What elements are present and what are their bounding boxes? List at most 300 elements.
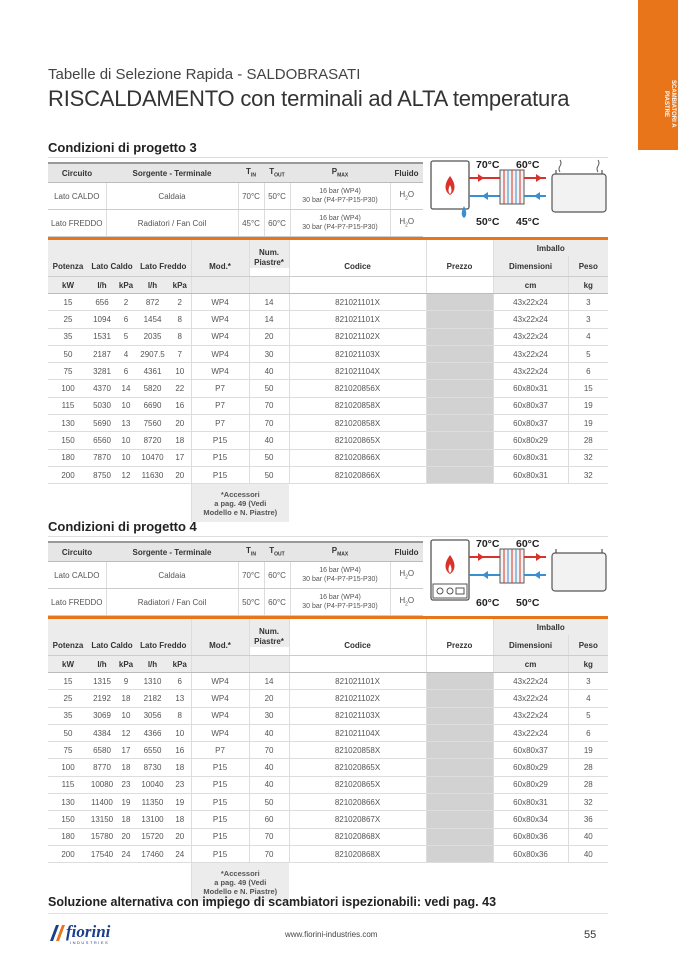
table-row	[48, 794, 608, 811]
freddo-flow-cell: 4361	[136, 363, 169, 380]
table-row	[48, 845, 608, 862]
dimensions-cell: 60x80x29	[493, 776, 568, 793]
temp-cold-in: 45°C	[516, 216, 540, 228]
price-cell	[426, 811, 493, 828]
code-cell: 821020866X	[289, 794, 426, 811]
weight-cell: 40	[568, 828, 608, 845]
weight-cell: 4	[568, 328, 608, 345]
caldo-kpa-cell: 18	[116, 811, 136, 828]
header-p-max: $P_{MAX}$	[290, 163, 390, 183]
price-cell	[426, 466, 493, 483]
caldo-flow-cell: 1094	[88, 311, 116, 328]
caldo-kpa-cell: 10	[116, 397, 136, 414]
freddo-kpa-cell: 6	[169, 673, 191, 690]
freddo-flow-cell: 5820	[136, 380, 169, 397]
table-row	[48, 294, 608, 311]
header-row-1	[48, 618, 608, 636]
weight-cell: 36	[568, 811, 608, 828]
conditions-row	[48, 210, 423, 237]
weight-cell: 40	[568, 845, 608, 862]
header-circuito: Circuito	[48, 542, 106, 562]
code-cell: 821020858X	[289, 397, 426, 414]
freddo-flow-cell: 3056	[136, 707, 169, 724]
boiler-icon	[431, 161, 469, 218]
caldo-flow-cell: 1531	[88, 328, 116, 345]
fluido-cell: $H_2O$	[390, 183, 423, 210]
model-cell: P15	[191, 845, 249, 862]
weight-cell: 5	[568, 345, 608, 362]
freddo-kpa-cell: 17	[169, 449, 191, 466]
header-row-2	[48, 256, 608, 277]
boiler-icon	[431, 540, 469, 600]
freddo-flow-cell: 8720	[136, 432, 169, 449]
dimensions-cell: 60x80x31	[493, 466, 568, 483]
potenza-cell: 150	[48, 811, 88, 828]
plates-cell: 70	[249, 742, 289, 759]
units-row	[48, 277, 608, 294]
dimensions-cell: 43x22x24	[493, 724, 568, 741]
plates-cell: 14	[249, 311, 289, 328]
dimensions-cell: 43x22x24	[493, 345, 568, 362]
dimensions-cell: 43x22x24	[493, 294, 568, 311]
code-cell: 821021102X	[289, 328, 426, 345]
header-fluido: Fluido	[390, 542, 423, 562]
header-imballo: Imballo	[493, 239, 608, 257]
price-cell	[426, 415, 493, 432]
conditions-row	[48, 183, 423, 210]
code-cell: 821020865X	[289, 776, 426, 793]
t-in-cell: 50°C	[238, 589, 264, 616]
price-cell	[426, 328, 493, 345]
table-row	[48, 311, 608, 328]
temp-hot-out: 60°C	[476, 597, 500, 609]
header-p-max: $P_{MAX}$	[290, 542, 390, 562]
sorgente-cell: Radiatori / Fan Coil	[106, 210, 238, 237]
code-cell: 821021101X	[289, 311, 426, 328]
caldo-kpa-cell: 10	[116, 449, 136, 466]
code-cell: 821021101X	[289, 294, 426, 311]
plates-cell: 50	[249, 449, 289, 466]
section-title-4: Condizioni di progetto 4	[48, 519, 197, 534]
model-cell: P15	[191, 828, 249, 845]
freddo-flow-cell: 10040	[136, 776, 169, 793]
dimensions-cell: 60x80x37	[493, 415, 568, 432]
header-sorgente: Sorgente - Terminale	[106, 542, 238, 562]
temp-hot-in: 70°C	[476, 159, 500, 171]
conditions-row	[48, 589, 423, 616]
code-cell: 821021102X	[289, 690, 426, 707]
freddo-kpa-cell: 8	[169, 328, 191, 345]
weight-cell: 28	[568, 776, 608, 793]
price-cell	[426, 742, 493, 759]
freddo-flow-cell: 2035	[136, 328, 169, 345]
model-cell: WP4	[191, 707, 249, 724]
caldo-kpa-cell: 6	[116, 363, 136, 380]
selection-body	[48, 294, 608, 484]
freddo-flow-cell: 17460	[136, 845, 169, 862]
plates-cell: 20	[249, 328, 289, 345]
caldo-kpa-cell: 10	[116, 707, 136, 724]
selection-body	[48, 673, 608, 863]
accessories-footnote: *Accessori a pag. 49 (Vedi Modello e N. Piastre)	[191, 863, 289, 902]
weight-cell: 15	[568, 380, 608, 397]
caldo-flow-cell: 5030	[88, 397, 116, 414]
header-row-1	[48, 239, 608, 257]
model-cell: P7	[191, 380, 249, 397]
dimensions-cell: 43x22x24	[493, 328, 568, 345]
caldo-kpa-cell: 23	[116, 776, 136, 793]
freddo-kpa-cell: 8	[169, 707, 191, 724]
table-row	[48, 759, 608, 776]
freddo-kpa-cell: 8	[169, 311, 191, 328]
code-cell: 821020868X	[289, 845, 426, 862]
model-cell: WP4	[191, 345, 249, 362]
freddo-flow-cell: 6690	[136, 397, 169, 414]
unit-kg: kg	[568, 277, 608, 294]
weight-cell: 6	[568, 724, 608, 741]
plates-cell: 30	[249, 345, 289, 362]
unit-kpa: kPa	[169, 656, 191, 673]
potenza-cell: 35	[48, 328, 88, 345]
freddo-kpa-cell: 16	[169, 397, 191, 414]
dimensions-cell: 60x80x29	[493, 432, 568, 449]
freddo-flow-cell: 2182	[136, 690, 169, 707]
dimensions-cell: 60x80x37	[493, 742, 568, 759]
plates-cell: 40	[249, 776, 289, 793]
unit-kw: kW	[48, 277, 88, 294]
header-num-piastre: Num. Piastre*	[249, 627, 289, 648]
weight-cell: 3	[568, 673, 608, 690]
freddo-kpa-cell: 10	[169, 363, 191, 380]
caldo-flow-cell: 2192	[88, 690, 116, 707]
caldo-flow-cell: 7870	[88, 449, 116, 466]
fluido-cell: $H_2O$	[390, 589, 423, 616]
conditions-body	[48, 183, 423, 237]
plates-cell: 40	[249, 724, 289, 741]
header-prezzo: Prezzo	[426, 256, 493, 277]
freddo-kpa-cell: 7	[169, 345, 191, 362]
header-lato-caldo: Lato Caldo	[88, 256, 136, 277]
code-cell: 821020866X	[289, 466, 426, 483]
unit-kg: kg	[568, 656, 608, 673]
table-row	[48, 707, 608, 724]
potenza-cell: 200	[48, 845, 88, 862]
caldo-kpa-cell: 12	[116, 466, 136, 483]
header-prezzo: Prezzo	[426, 635, 493, 656]
caldo-flow-cell: 3281	[88, 363, 116, 380]
table-row	[48, 328, 608, 345]
potenza-cell: 75	[48, 363, 88, 380]
caldo-kpa-cell: 4	[116, 345, 136, 362]
code-cell: 821020868X	[289, 828, 426, 845]
potenza-cell: 130	[48, 415, 88, 432]
caldo-flow-cell: 13150	[88, 811, 116, 828]
sorgente-cell: Caldaia	[106, 183, 238, 210]
price-cell	[426, 432, 493, 449]
freddo-kpa-cell: 18	[169, 432, 191, 449]
table-row	[48, 397, 608, 414]
model-cell: P15	[191, 449, 249, 466]
potenza-cell: 130	[48, 794, 88, 811]
caldo-flow-cell: 4370	[88, 380, 116, 397]
caldo-flow-cell: 3069	[88, 707, 116, 724]
temp-cold-in: 50°C	[516, 597, 540, 609]
header-t-in: $T_{IN}$	[238, 163, 264, 183]
model-cell: P15	[191, 776, 249, 793]
code-cell: 821020867X	[289, 811, 426, 828]
potenza-cell: 115	[48, 397, 88, 414]
unit-kpa: kPa	[169, 277, 191, 294]
header-dimensioni: Dimensioni	[493, 635, 568, 656]
caldo-kpa-cell: 20	[116, 828, 136, 845]
header-num-piastre: Num. Piastre*	[249, 248, 289, 269]
t-out-cell: 60°C	[264, 589, 290, 616]
freddo-flow-cell: 872	[136, 294, 169, 311]
plates-cell: 20	[249, 690, 289, 707]
plates-cell: 50	[249, 466, 289, 483]
table-row	[48, 673, 608, 690]
freddo-kpa-cell: 23	[169, 776, 191, 793]
header-peso: Peso	[568, 256, 608, 277]
freddo-kpa-cell: 20	[169, 828, 191, 845]
table-row	[48, 724, 608, 741]
code-cell: 821021104X	[289, 724, 426, 741]
units-row	[48, 656, 608, 673]
plates-cell: 70	[249, 415, 289, 432]
freddo-flow-cell: 2907.5	[136, 345, 169, 362]
freddo-kpa-cell: 20	[169, 415, 191, 432]
weight-cell: 6	[568, 363, 608, 380]
conditions-row	[48, 562, 423, 589]
header-t-out: $T_{OUT}$	[264, 542, 290, 562]
potenza-cell: 100	[48, 380, 88, 397]
unit-lh: l/h	[88, 277, 116, 294]
header-peso: Peso	[568, 635, 608, 656]
unit-lh: l/h	[136, 656, 169, 673]
weight-cell: 3	[568, 294, 608, 311]
heat-exchanger-diagram-4	[428, 535, 613, 609]
freddo-kpa-cell: 16	[169, 742, 191, 759]
freddo-flow-cell: 8730	[136, 759, 169, 776]
p-max-cell: 16 bar (WP4) 30 bar (P4-P7-P15-P30)	[290, 562, 390, 589]
freddo-flow-cell: 7560	[136, 415, 169, 432]
price-cell	[426, 294, 493, 311]
unit-cm: cm	[493, 656, 568, 673]
caldo-kpa-cell: 12	[116, 724, 136, 741]
dimensions-cell: 60x80x31	[493, 794, 568, 811]
logo-text: fiorini	[66, 922, 111, 941]
dimensions-cell: 60x80x37	[493, 397, 568, 414]
freddo-kpa-cell: 20	[169, 466, 191, 483]
header-codice: Codice	[289, 635, 426, 656]
selection-table-4	[48, 616, 608, 901]
code-cell: 821020858X	[289, 742, 426, 759]
page-title: RISCALDAMENTO con terminali ad ALTA temperatura	[48, 86, 570, 111]
unit-kw: kW	[48, 656, 88, 673]
table-row	[48, 345, 608, 362]
plates-cell: 14	[249, 673, 289, 690]
fluido-cell: $H_2O$	[390, 562, 423, 589]
p-max-cell: 16 bar (WP4) 30 bar (P4-P7-P15-P30)	[290, 589, 390, 616]
header-mod: Mod.*	[191, 256, 249, 277]
price-cell	[426, 724, 493, 741]
header-lato-caldo: Lato Caldo	[88, 635, 136, 656]
conditions-body	[48, 562, 423, 616]
weight-cell: 28	[568, 759, 608, 776]
dimensions-cell: 60x80x31	[493, 449, 568, 466]
plates-cell: 70	[249, 828, 289, 845]
plate-exchanger-icon	[469, 549, 546, 583]
freddo-kpa-cell: 13	[169, 690, 191, 707]
conditions-table-4	[48, 541, 423, 616]
caldo-kpa-cell: 13	[116, 415, 136, 432]
code-cell: 821021101X	[289, 673, 426, 690]
model-cell: WP4	[191, 690, 249, 707]
plates-cell: 30	[249, 707, 289, 724]
freddo-flow-cell: 13100	[136, 811, 169, 828]
freddo-flow-cell: 1310	[136, 673, 169, 690]
model-cell: P7	[191, 415, 249, 432]
table-row	[48, 415, 608, 432]
caldo-flow-cell: 11400	[88, 794, 116, 811]
potenza-cell: 150	[48, 432, 88, 449]
unit-lh: l/h	[136, 277, 169, 294]
weight-cell: 28	[568, 432, 608, 449]
t-in-cell: 70°C	[238, 562, 264, 589]
weight-cell: 19	[568, 742, 608, 759]
freddo-flow-cell: 15720	[136, 828, 169, 845]
caldo-kpa-cell: 17	[116, 742, 136, 759]
freddo-flow-cell: 4366	[136, 724, 169, 741]
potenza-cell: 200	[48, 466, 88, 483]
price-cell	[426, 794, 493, 811]
unit-cm: cm	[493, 277, 568, 294]
plates-cell: 50	[249, 380, 289, 397]
circuito-cell: Lato CALDO	[48, 183, 106, 210]
t-in-cell: 70°C	[238, 183, 264, 210]
model-cell: P15	[191, 759, 249, 776]
freddo-flow-cell: 10470	[136, 449, 169, 466]
potenza-cell: 50	[48, 345, 88, 362]
radiator-icon	[552, 549, 606, 591]
dimensions-cell: 60x80x36	[493, 828, 568, 845]
model-cell: P15	[191, 466, 249, 483]
temp-hot-out: 50°C	[476, 216, 500, 228]
caldo-flow-cell: 17540	[88, 845, 116, 862]
section-title-3: Condizioni di progetto 3	[48, 140, 197, 155]
price-cell	[426, 828, 493, 845]
header-codice: Codice	[289, 256, 426, 277]
potenza-cell: 15	[48, 294, 88, 311]
plates-cell: 70	[249, 845, 289, 862]
price-cell	[426, 345, 493, 362]
code-cell: 821020865X	[289, 432, 426, 449]
freddo-flow-cell: 6550	[136, 742, 169, 759]
model-cell: WP4	[191, 673, 249, 690]
caldo-flow-cell: 5690	[88, 415, 116, 432]
potenza-cell: 100	[48, 759, 88, 776]
weight-cell: 5	[568, 707, 608, 724]
plates-cell: 70	[249, 397, 289, 414]
caldo-flow-cell: 8770	[88, 759, 116, 776]
freddo-flow-cell: 1454	[136, 311, 169, 328]
table-row	[48, 380, 608, 397]
code-cell: 821021104X	[289, 363, 426, 380]
freddo-kpa-cell: 18	[169, 759, 191, 776]
caldo-kpa-cell: 6	[116, 311, 136, 328]
code-cell: 821020858X	[289, 415, 426, 432]
header-t-in: $T_{IN}$	[238, 542, 264, 562]
caldo-flow-cell: 1315	[88, 673, 116, 690]
price-cell	[426, 449, 493, 466]
header-fluido: Fluido	[390, 163, 423, 183]
price-cell	[426, 759, 493, 776]
table-row	[48, 432, 608, 449]
dimensions-cell: 60x80x29	[493, 759, 568, 776]
weight-cell: 19	[568, 397, 608, 414]
model-cell: WP4	[191, 311, 249, 328]
caldo-kpa-cell: 19	[116, 794, 136, 811]
caldo-flow-cell: 4384	[88, 724, 116, 741]
price-cell	[426, 707, 493, 724]
caldo-flow-cell: 10080	[88, 776, 116, 793]
table-row	[48, 363, 608, 380]
table-row	[48, 828, 608, 845]
p-max-cell: 16 bar (WP4) 30 bar (P4-P7-P15-P30)	[290, 183, 390, 210]
caldo-kpa-cell: 5	[116, 328, 136, 345]
caldo-kpa-cell: 18	[116, 759, 136, 776]
dimensions-cell: 60x80x36	[493, 845, 568, 862]
table-row	[48, 776, 608, 793]
freddo-kpa-cell: 10	[169, 724, 191, 741]
unit-lh: l/h	[88, 656, 116, 673]
dimensions-cell: 43x22x24	[493, 690, 568, 707]
page-subtitle: Tabelle di Selezione Rapida - SALDOBRASATI	[48, 66, 361, 83]
freddo-kpa-cell: 2	[169, 294, 191, 311]
accessories-footnote: *Accessori a pag. 49 (Vedi Modello e N. Piastre)	[191, 484, 289, 523]
logo-subtext: INDUSTRIES	[70, 940, 110, 945]
freddo-flow-cell: 11630	[136, 466, 169, 483]
circuito-cell: Lato CALDO	[48, 562, 106, 589]
caldo-kpa-cell: 18	[116, 690, 136, 707]
dimensions-cell: 60x80x34	[493, 811, 568, 828]
weight-cell: 3	[568, 311, 608, 328]
heat-exchanger-diagram-3	[428, 156, 613, 228]
weight-cell: 32	[568, 794, 608, 811]
header-lato-freddo: Lato Freddo	[136, 635, 191, 656]
radiator-icon	[552, 160, 606, 212]
header-circuito: Circuito	[48, 163, 106, 183]
plates-cell: 40	[249, 432, 289, 449]
model-cell: WP4	[191, 328, 249, 345]
code-cell: 821021103X	[289, 707, 426, 724]
plates-cell: 14	[249, 294, 289, 311]
freddo-kpa-cell: 24	[169, 845, 191, 862]
potenza-cell: 180	[48, 828, 88, 845]
temp-cold-out: 60°C	[516, 538, 540, 550]
freddo-kpa-cell: 22	[169, 380, 191, 397]
caldo-kpa-cell: 14	[116, 380, 136, 397]
table-row	[48, 466, 608, 483]
header-potenza: Potenza	[48, 635, 88, 656]
model-cell: P7	[191, 742, 249, 759]
model-cell: P7	[191, 397, 249, 414]
caldo-flow-cell: 2187	[88, 345, 116, 362]
plates-cell: 50	[249, 794, 289, 811]
model-cell: WP4	[191, 363, 249, 380]
caldo-kpa-cell: 2	[116, 294, 136, 311]
code-cell: 821021103X	[289, 345, 426, 362]
